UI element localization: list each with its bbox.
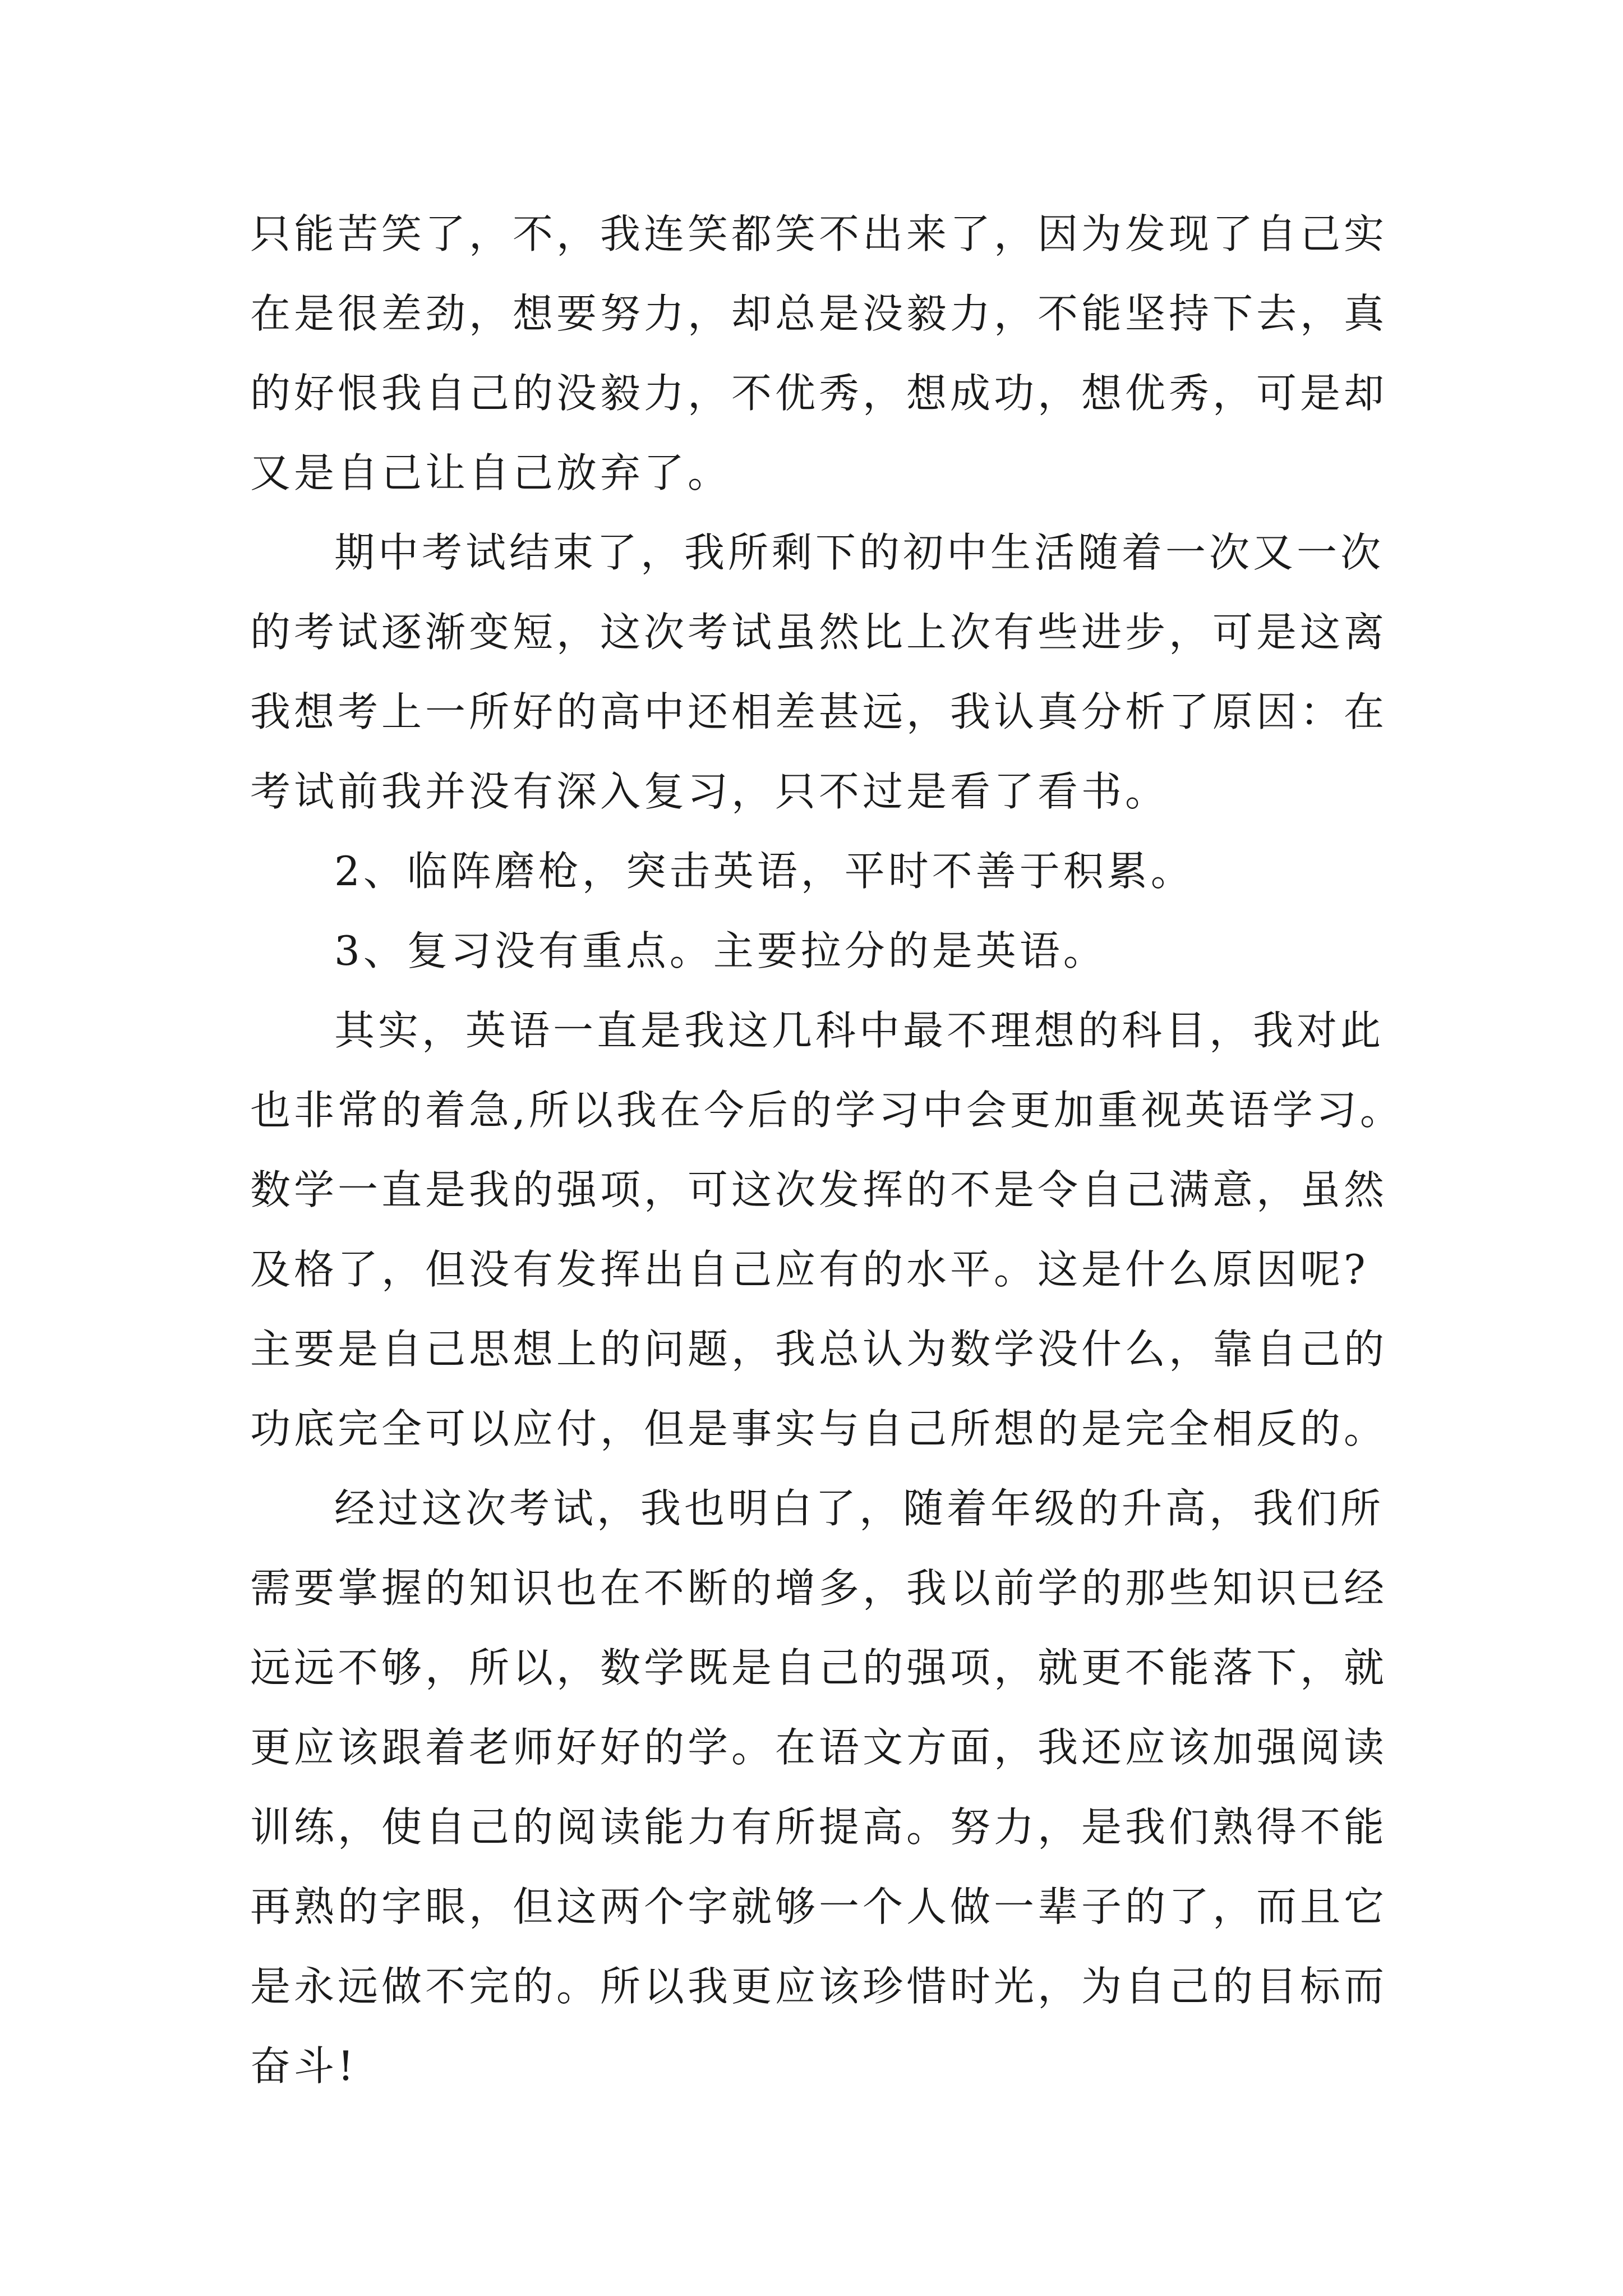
text-line: 功底完全可以应付，但是事实与自己所想的是完全相反的。 bbox=[250, 1405, 1388, 1452]
text-line: 数学一直是我的强项，可这次发挥的不是令自己满意，虽然 bbox=[250, 1166, 1388, 1213]
text-line: 期中考试结束了，我所剩下的初中生活随着一次又一次 bbox=[334, 529, 1385, 576]
text-line: 其实，英语一直是我这几科中最不理想的科目，我对此 bbox=[334, 1007, 1385, 1054]
text-line: 奋斗! bbox=[250, 2042, 357, 2090]
text-line: 训练，使自己的阅读能力有所提高。努力，是我们熟得不能 bbox=[250, 1803, 1388, 1851]
text-line: 也非常的着急,所以我在今后的学习中会更加重视英语学习。 bbox=[250, 1087, 1404, 1134]
text-line: 在是很差劲，想要努力，却总是没毅力，不能坚持下去，真 bbox=[250, 290, 1388, 337]
text-line: 2、临阵磨枪，突击英语，平时不善于积累。 bbox=[334, 848, 1195, 895]
text-line: 更应该跟着老师好好的学。在语文方面，我还应该加强阅读 bbox=[250, 1724, 1388, 1771]
text-line: 又是自己让自己放弃了。 bbox=[250, 449, 732, 496]
text-line: 的好恨我自己的没毅力，不优秀，想成功，想优秀，可是却 bbox=[250, 370, 1388, 417]
text-line: 的考试逐渐变短，这次考试虽然比上次有些进步，可是这离 bbox=[250, 609, 1388, 656]
text-line: 需要掌握的知识也在不断的增多，我以前学的那些知识已经 bbox=[250, 1565, 1388, 1612]
text-line: 是永远做不完的。所以我更应该珍惜时光，为自己的目标而 bbox=[250, 1963, 1388, 2010]
body-text bbox=[250, 194, 1405, 2106]
text-line: 主要是自己思想上的问题，我总认为数学没什么，靠自己的 bbox=[250, 1326, 1388, 1373]
text-line: 3、复习没有重点。主要拉分的是英语。 bbox=[334, 927, 1107, 974]
text-line: 我想考上一所好的高中还相差甚远，我认真分析了原因：在 bbox=[250, 688, 1388, 735]
text-line: 及格了，但没有发挥出自己应有的水平。这是什么原因呢? bbox=[250, 1246, 1369, 1293]
text-line: 经过这次考试，我也明白了，随着年级的升高，我们所 bbox=[334, 1485, 1385, 1532]
text-line: 远远不够，所以，数学既是自己的强项，就更不能落下，就 bbox=[250, 1644, 1388, 1691]
text-line: 再熟的字眼，但这两个字就够一个人做一辈子的了，而且它 bbox=[250, 1883, 1388, 1930]
text-line: 考试前我并没有深入复习，只不过是看了看书。 bbox=[250, 768, 1169, 815]
text-line: 只能苦笑了，不，我连笑都笑不出来了，因为发现了自己实 bbox=[250, 210, 1388, 257]
